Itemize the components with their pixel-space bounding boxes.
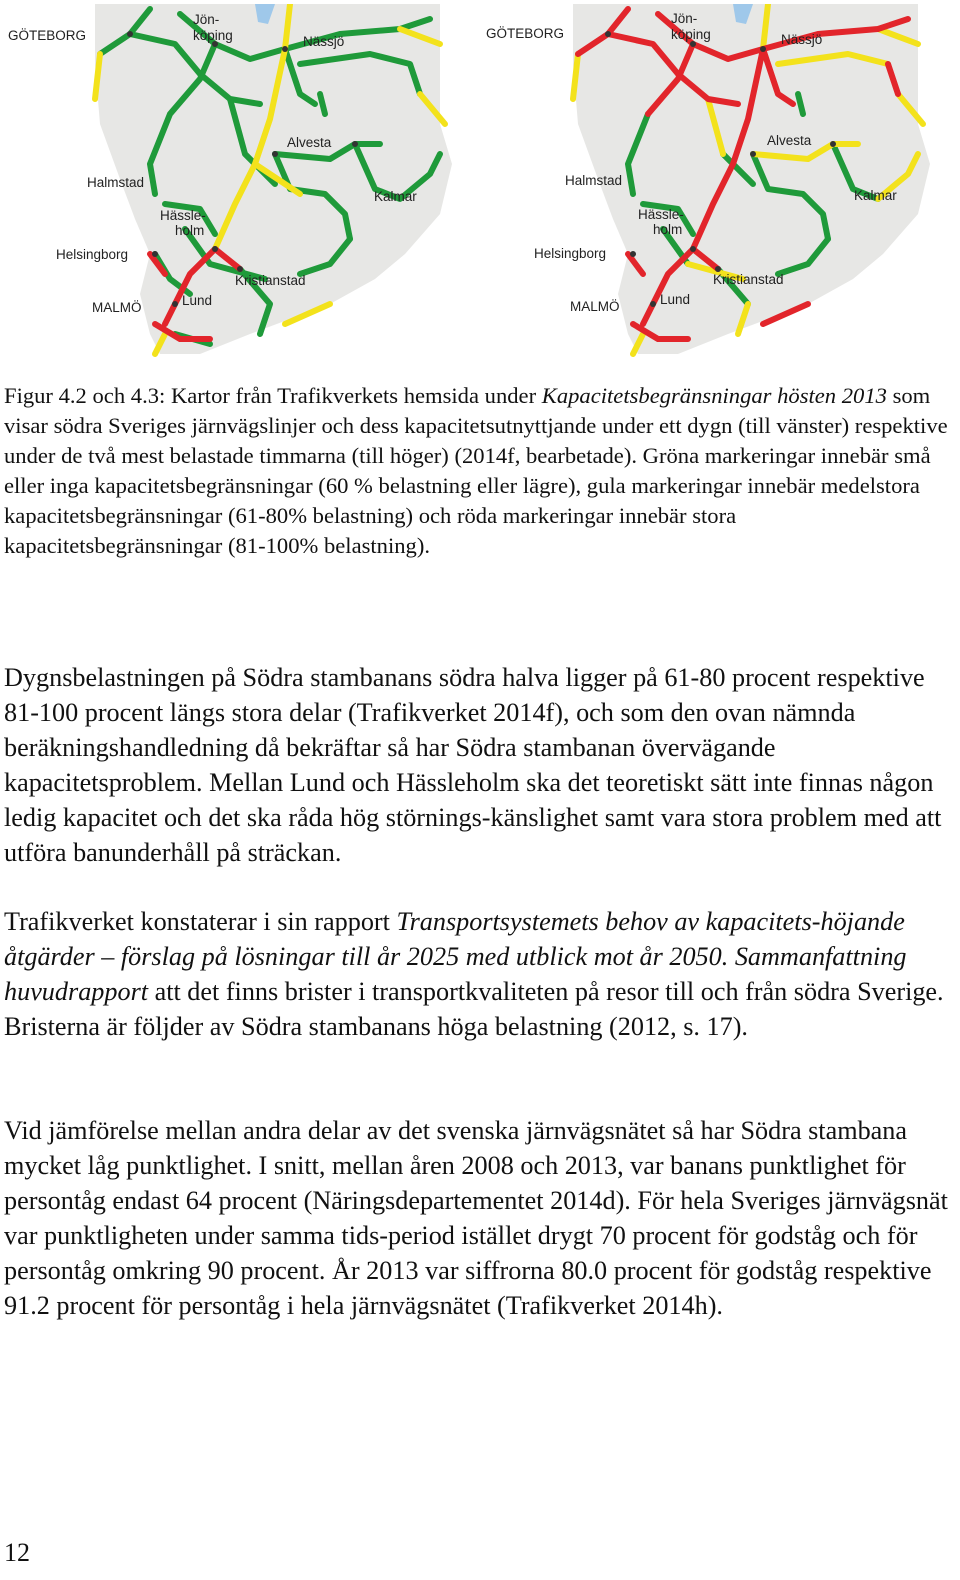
city-jonkoping-line1: Jön- [671, 11, 698, 26]
paragraph-trafikverket-report [4, 904, 954, 1044]
city-goteborg: GÖTEBORG [8, 28, 87, 43]
caption-text-1: Figur 4.2 och 4.3: Kartor från Trafikverkets hemsida under [4, 383, 542, 408]
city-kristianstad: Kristianstad [713, 272, 784, 287]
city-halmstad: Halmstad [87, 175, 145, 190]
city-jonkoping-line1: Jön- [193, 12, 220, 27]
paragraph-2-report-title: Transportsystemets behov av kapacitets-höjande åtgärder – förslag på lösningar till år 2025 med utblick mot år 2050. Sammanfattning huvudrapport [4, 907, 907, 1006]
city-helsingborg: Helsingborg [56, 247, 129, 262]
city-kalmar: Kalmar [854, 188, 897, 203]
city-hassleholm-line2: holm [175, 223, 205, 238]
city-alvesta: Alvesta [767, 133, 812, 148]
city-jonkoping-line2: köping [671, 27, 711, 42]
capacity-map-peak-hours [478, 4, 948, 359]
capacity-map-daily-svg [0, 4, 470, 359]
paragraph-2-text-1: Trafikverket konstaterar i sin rapport [4, 907, 397, 936]
figure-caption [4, 381, 949, 561]
city-hassleholm-line1: Hässle- [638, 207, 684, 222]
city-goteborg: GÖTEBORG [486, 26, 565, 41]
city-jonkoping-line2: köping [193, 28, 233, 43]
city-nassjo: Nässjö [303, 34, 345, 49]
caption-italic-title: Kapacitetsbegränsningar hösten 2013 [541, 383, 887, 408]
paragraph-2-text-2: att det finns brister i transportkvaliteten på resor till och från södra Sverige. Bristerna är följder av Södra stambanans höga belastning (2012, s. 17). [4, 977, 944, 1041]
caption-text-2: som visar södra Sveriges järnvägslinjer och dess kapacitetsutnyttjande under ett dygn (till vänster) respektive under de två mest belastade timmarna (till höger) (2014f, bearbetade). Gröna markeringar innebär små eller inga kapacitetsbegränsningar (60 % belastning eller lägre), gula markeringar innebär medelstora kapacitetsbegränsningar (61-80% belastning) och röda markeringar innebär stora kapacitetsbegränsningar (81-100% belastning). [4, 383, 948, 558]
city-kalmar: Kalmar [374, 189, 417, 204]
paragraph-punctuality: Vid jämförelse mellan andra delar av det svenska järnvägsnätet så har Södra stambana mycket låg punktlighet. I snitt, mellan åren 2008 och 2013, var banans punktlighet för persontåg endast 64 procent (Näringsdepartementet 2014d). För hela Sveriges järnvägsnät var punktligheten under samma tids-period istället drygt 70 procent för godståg och för persontåg omkring 90 procent. År 2013 var siffrorna 80.0 procent för godståg respektive 91.2 procent för persontåg i hela järnvägsnätet (Trafikverket 2014h). [4, 1116, 948, 1320]
figure-maps [0, 0, 960, 360]
city-lund: Lund [660, 292, 691, 307]
capacity-map-daily [0, 4, 470, 359]
capacity-map-peak-hours-svg [478, 4, 948, 359]
city-hassleholm-line1: Hässle- [160, 208, 206, 223]
city-malmo: MALMÖ [570, 299, 620, 314]
page-number: 12 [4, 1538, 30, 1567]
city-alvesta: Alvesta [287, 135, 332, 150]
city-malmo: MALMÖ [92, 300, 142, 315]
paragraph-daily-load: Dygnsbelastningen på Södra stambanans södra halva ligger på 61-80 procent respektive 81-100 procent längs stora delar (Trafikverket 2014f), och som den ovan nämnda beräkningshandledning då bekräftar så har Södra stambanan övervägande kapacitetsproblem. Mellan Lund och Hässleholm ska det teoretiskt sätt inte finnas någon ledig kapacitet och det ska råda hög störnings-känslighet samt vara stora problem med att utföra banunderhåll på sträckan. [4, 663, 942, 867]
city-lund: Lund [182, 293, 213, 308]
city-halmstad: Halmstad [565, 173, 623, 188]
city-helsingborg: Helsingborg [534, 246, 607, 261]
city-hassleholm-line2: holm [653, 222, 683, 237]
city-kristianstad: Kristianstad [235, 273, 306, 288]
city-nassjo: Nässjö [781, 32, 823, 47]
